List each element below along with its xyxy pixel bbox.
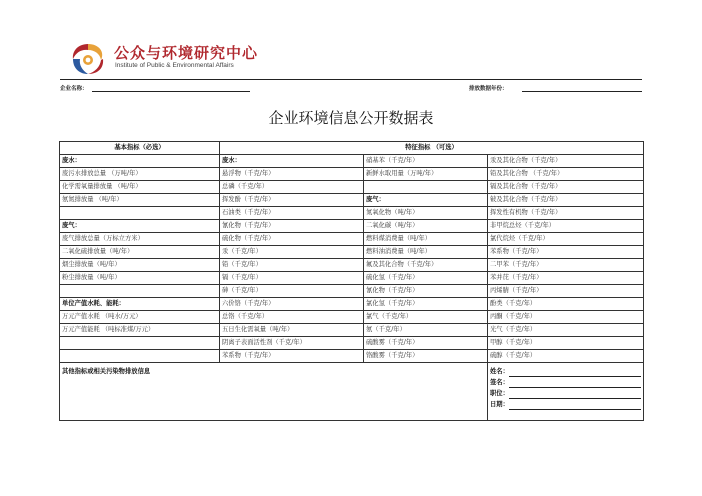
table-cell: 废水： <box>220 155 364 168</box>
table-cell: 铅及其化合物 （千克/年） <box>488 168 644 181</box>
table-cell <box>60 337 220 350</box>
table-cell: 粉尘排放量（吨/年） <box>60 272 220 285</box>
table-cell: 苯并芘（千克/年） <box>488 272 644 285</box>
org-logo <box>68 40 328 78</box>
table-cell: 挥发性有机物（千克/年） <box>488 207 644 220</box>
table-cell: 硫酸雾（千克/年） <box>364 337 488 350</box>
table-cell <box>364 181 488 194</box>
table-row <box>60 298 644 311</box>
org-name-en: Institute of Public & Environmental Affairs <box>115 62 234 69</box>
signature-field <box>490 366 641 377</box>
signature-field-label: 签名： <box>490 379 509 386</box>
ipe-logo-icon <box>68 40 108 78</box>
table-cell: 总磷（千克/年） <box>220 181 364 194</box>
table-cell: 硫醇（千克/年） <box>488 350 644 363</box>
table-cell: 氯气（千克/年） <box>364 311 488 324</box>
table-cell: 酚类（千克/年） <box>488 298 644 311</box>
table-row <box>60 155 644 168</box>
table-cell: 氟及其化合物（千克/年） <box>364 259 488 272</box>
signature-field-label: 职位： <box>490 390 509 397</box>
emission-year-label: 排放数据年份： <box>469 86 508 92</box>
signature-field-line[interactable] <box>509 379 641 388</box>
table-cell: 单位产值水耗、能耗： <box>60 298 220 311</box>
org-name-cn: 公众与环境研究中心 <box>114 44 259 62</box>
table-row <box>60 272 644 285</box>
table-cell: 汞及其化合物（千克/年） <box>488 155 644 168</box>
table-cell: 硫化物（千克/年） <box>220 233 364 246</box>
table-cell: 氰化物（千克/年） <box>364 285 488 298</box>
basic-indicators-header: 基本指标（必选） <box>60 142 220 155</box>
table-cell: 烟尘排放量（吨/年） <box>60 259 220 272</box>
table-cell: 镉（千克/年） <box>220 272 364 285</box>
table-cell: 硝基苯（千克/年） <box>364 155 488 168</box>
table-cell: 五日生化需氧量（吨/年） <box>220 324 364 337</box>
table-cell: 燃料煤消费量（吨/年） <box>364 233 488 246</box>
table-cell: 氰化物（千克/年） <box>220 220 364 233</box>
signature-field-line[interactable] <box>509 401 641 410</box>
company-name-label: 企业名称： <box>60 86 88 92</box>
table-row <box>60 194 644 207</box>
table-cell: 废气： <box>364 194 488 207</box>
table-cell: 万元产值水耗 （吨水/万元） <box>60 311 220 324</box>
table-cell: 废气排放总量（万标立方米） <box>60 233 220 246</box>
table-cell: 氨氮排放量 （吨/年） <box>60 194 220 207</box>
signature-field <box>490 388 641 399</box>
table-cell: 汞（千克/年） <box>220 246 364 259</box>
table-row <box>60 207 644 220</box>
table-cell: 甲醇（千克/年） <box>488 337 644 350</box>
table-cell: 铬酸雾（千克/年） <box>364 350 488 363</box>
company-name-line[interactable] <box>92 91 250 92</box>
table-cell: 二氧化碳（吨/年） <box>364 220 488 233</box>
table-cell: 氮氧化物（吨/年） <box>364 207 488 220</box>
table-cell: 万元产值能耗 （吨标准煤/万元） <box>60 324 220 337</box>
table-cell: 苯系物（千克/年） <box>220 350 364 363</box>
table-cell <box>60 350 220 363</box>
signature-field <box>490 399 641 410</box>
header-divider <box>60 79 642 80</box>
table-cell <box>60 285 220 298</box>
table-cell: 苯系物（千克/年） <box>488 246 644 259</box>
table-cell: 阴离子表面活性剂（千克/年） <box>220 337 364 350</box>
table-row <box>60 311 644 324</box>
table-cell: 氯化氢（千克/年） <box>364 298 488 311</box>
signature-field <box>490 377 641 388</box>
table-row <box>60 220 644 233</box>
table-cell: 非甲烷总烃（千克/年） <box>488 220 644 233</box>
table-cell: 丙烯腈（千克/年） <box>488 285 644 298</box>
table-cell: 废水： <box>60 155 220 168</box>
table-row <box>60 285 644 298</box>
table-cell: 光气（千克/年） <box>488 324 644 337</box>
table-cell: 氯代烷烃（千克/年） <box>488 233 644 246</box>
table-cell: 镉及其化合物（千克/年） <box>488 181 644 194</box>
table-row <box>60 168 644 181</box>
table-row <box>60 324 644 337</box>
signature-block <box>488 363 644 421</box>
table-cell: 总铬（千克/年） <box>220 311 364 324</box>
document-title: 企业环境信息公开数据表 <box>268 109 434 127</box>
table-row <box>60 233 644 246</box>
data-table <box>59 141 644 421</box>
table-cell: 石油类（千克/年） <box>220 207 364 220</box>
table-row <box>60 181 644 194</box>
table-row <box>60 337 644 350</box>
table-cell: 挥发酚（千克/年） <box>220 194 364 207</box>
table-cell: 废污水排放总量 （万吨/年） <box>60 168 220 181</box>
signature-field-label: 日期： <box>490 401 509 408</box>
table-cell <box>60 207 220 220</box>
table-header-row <box>60 142 644 155</box>
table-cell: 铍及其化合物（千克/年） <box>488 194 644 207</box>
table-cell: 二氧化硫排放量（吨/年） <box>60 246 220 259</box>
table-cell: 铅（千克/年） <box>220 259 364 272</box>
table-cell: 新鲜水取用量（万吨/年） <box>364 168 488 181</box>
table-cell: 废气： <box>60 220 220 233</box>
table-cell: 燃料油消费量（吨/年） <box>364 246 488 259</box>
special-indicators-header: 特征指标 （可选） <box>220 142 644 155</box>
table-row <box>60 350 644 363</box>
table-cell: 悬浮物（千克/年） <box>220 168 364 181</box>
signature-field-line[interactable] <box>509 390 641 399</box>
table-cell: 六价铬（千克/年） <box>220 298 364 311</box>
table-row <box>60 246 644 259</box>
other-info-label[interactable]: 其他指标或相关污染物排放信息 <box>60 363 488 421</box>
table-cell: 二甲苯（千克/年） <box>488 259 644 272</box>
table-cell: 丙酮（千克/年） <box>488 311 644 324</box>
signature-field-label: 姓名： <box>490 368 509 375</box>
signature-field-line[interactable] <box>509 368 641 377</box>
table-cell: 硫化氢（千克/年） <box>364 272 488 285</box>
table-cell: 氨（千克/年） <box>364 324 488 337</box>
other-info-row <box>60 363 644 421</box>
emission-year-line[interactable] <box>522 91 642 92</box>
table-cell: 砷（千克/年） <box>220 285 364 298</box>
table-cell: 化学需氧量排放量 （吨/年） <box>60 181 220 194</box>
table-row <box>60 259 644 272</box>
